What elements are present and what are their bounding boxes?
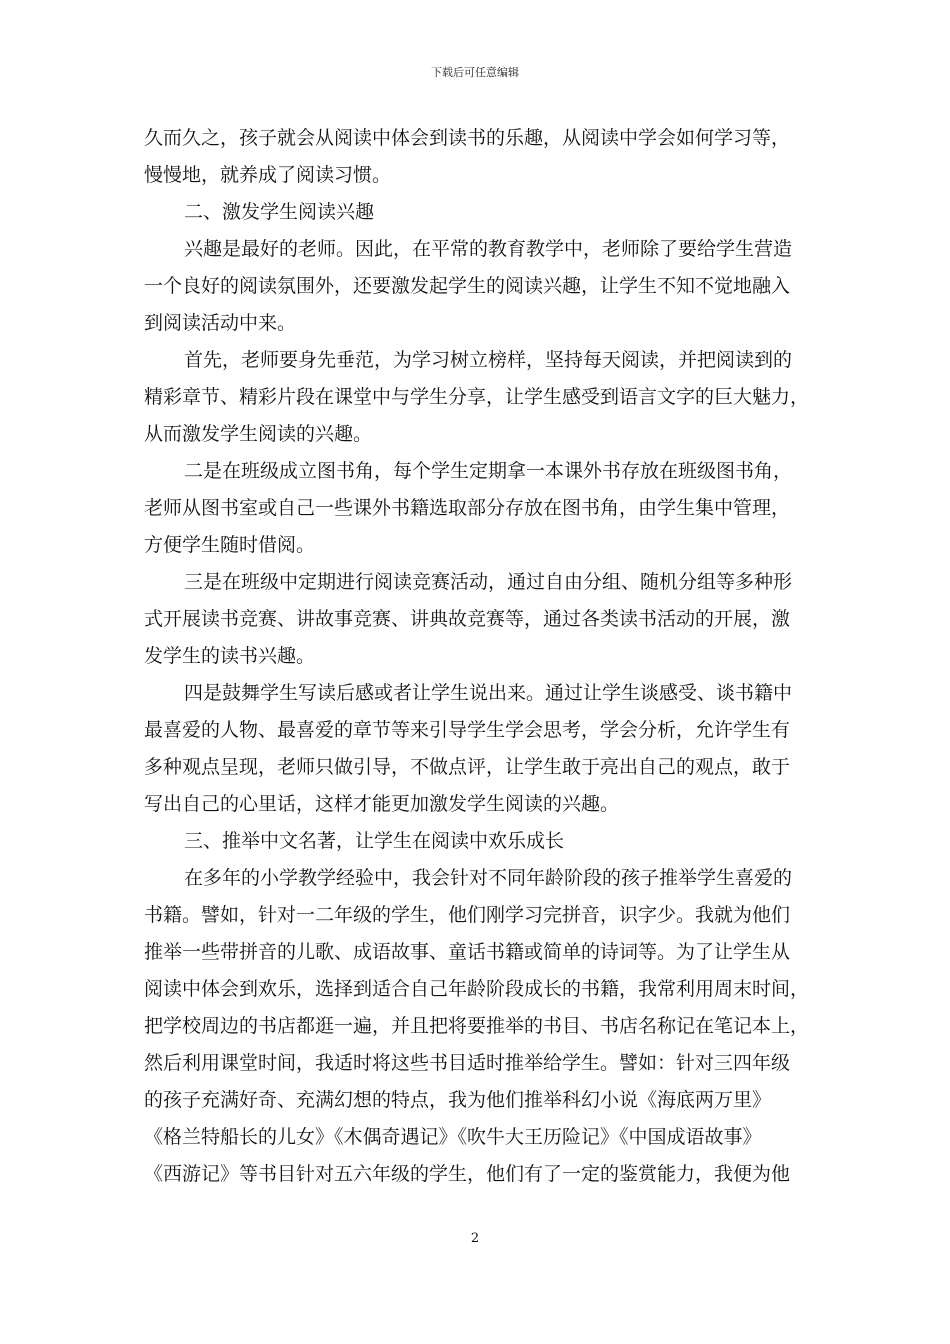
text-line: 久而久之，孩子就会从阅读中体会到读书的乐趣，从阅读中学会如何学习等， bbox=[144, 127, 791, 149]
text-line: 精彩章节、精彩片段在课堂中与学生分享，让学生感受到语言文字的巨大魅力， bbox=[144, 386, 809, 408]
text-line: 写出自己的心里话，这样才能更加激发学生阅读的兴趣。 bbox=[144, 793, 620, 815]
text-line: 兴趣是最好的老师。因此，在平常的教育教学中，老师除了要给学生营造 bbox=[184, 238, 793, 260]
text-line: 多种观点呈现，老师只做引导，不做点评，让学生敢于亮出自己的观点，敢于 bbox=[144, 756, 791, 778]
text-line: 阅读中体会到欢乐，选择到适合自己年龄阶段成长的书籍，我常利用周末时间， bbox=[144, 978, 809, 1000]
text-line: 到阅读活动中来。 bbox=[144, 312, 297, 334]
text-line: 推举一些带拼音的儿歌、成语故事、童话书籍或简单的诗词等。为了让学生从 bbox=[144, 941, 791, 963]
text-line: 《格兰特船长的儿女》《木偶奇遇记》《吹牛大王历险记》《中国成语故事》 bbox=[144, 1126, 762, 1148]
header-note: 下载后可任意编辑 bbox=[431, 66, 519, 79]
text-line: 方便学生随时借阅。 bbox=[144, 534, 316, 556]
text-line: 最喜爱的人物、最喜爱的章节等来引导学生学会思考，学会分析，允许学生有 bbox=[144, 719, 791, 741]
text-line: 三是在班级中定期进行阅读竞赛活动，通过自由分组、随机分组等多种形 bbox=[184, 571, 793, 593]
text-line: 在多年的小学教学经验中，我会针对不同年龄阶段的孩子推举学生喜爱的 bbox=[184, 867, 793, 889]
text-line: 首先，老师要身先垂范，为学习树立榜样，坚持每天阅读，并把阅读到的 bbox=[184, 349, 793, 371]
text-line: 然后利用课堂时间，我适时将这些书目适时推举给学生。譬如：针对三四年级 bbox=[144, 1052, 791, 1074]
text-line: 《西游记》等书目针对五六年级的学生，他们有了一定的鉴赏能力，我便为他 bbox=[144, 1163, 791, 1185]
text-line: 把学校周边的书店都逛一遍，并且把将要推举的书目、书店名称记在笔记本上， bbox=[144, 1015, 809, 1037]
text-line: 一个良好的阅读氛围外，还要激发起学生的阅读兴趣，让学生不知不觉地融入 bbox=[144, 275, 791, 297]
page-number: 2 bbox=[470, 1231, 480, 1246]
text-line: 书籍。譬如，针对一二年级的学生，他们刚学习完拼音，识字少。我就为他们 bbox=[144, 904, 791, 926]
text-line: 慢慢地，就养成了阅读习惯。 bbox=[144, 164, 392, 186]
section-heading: 三、推举中文名著，让学生在阅读中欢乐成长 bbox=[184, 830, 565, 852]
text-line: 式开展读书竞赛、讲故事竞赛、讲典故竞赛等，通过各类读书活动的开展，激 bbox=[144, 608, 791, 630]
text-line: 四是鼓舞学生写读后感或者让学生说出来。通过让学生谈感受、谈书籍中 bbox=[184, 682, 793, 704]
section-heading: 二、激发学生阅读兴趣 bbox=[184, 201, 375, 223]
text-line: 二是在班级成立图书角，每个学生定期拿一本课外书存放在班级图书角， bbox=[184, 460, 793, 482]
text-line: 从而激发学生阅读的兴趣。 bbox=[144, 423, 373, 445]
text-line: 老师从图书室或自己一些课外书籍选取部分存放在图书角，由学生集中管理， bbox=[144, 497, 791, 519]
text-line: 发学生的读书兴趣。 bbox=[144, 645, 316, 667]
body-text bbox=[144, 120, 809, 1193]
text-line: 的孩子充满好奇、充满幻想的特点，我为他们推举科幻小说《海底两万里》 bbox=[144, 1089, 772, 1111]
